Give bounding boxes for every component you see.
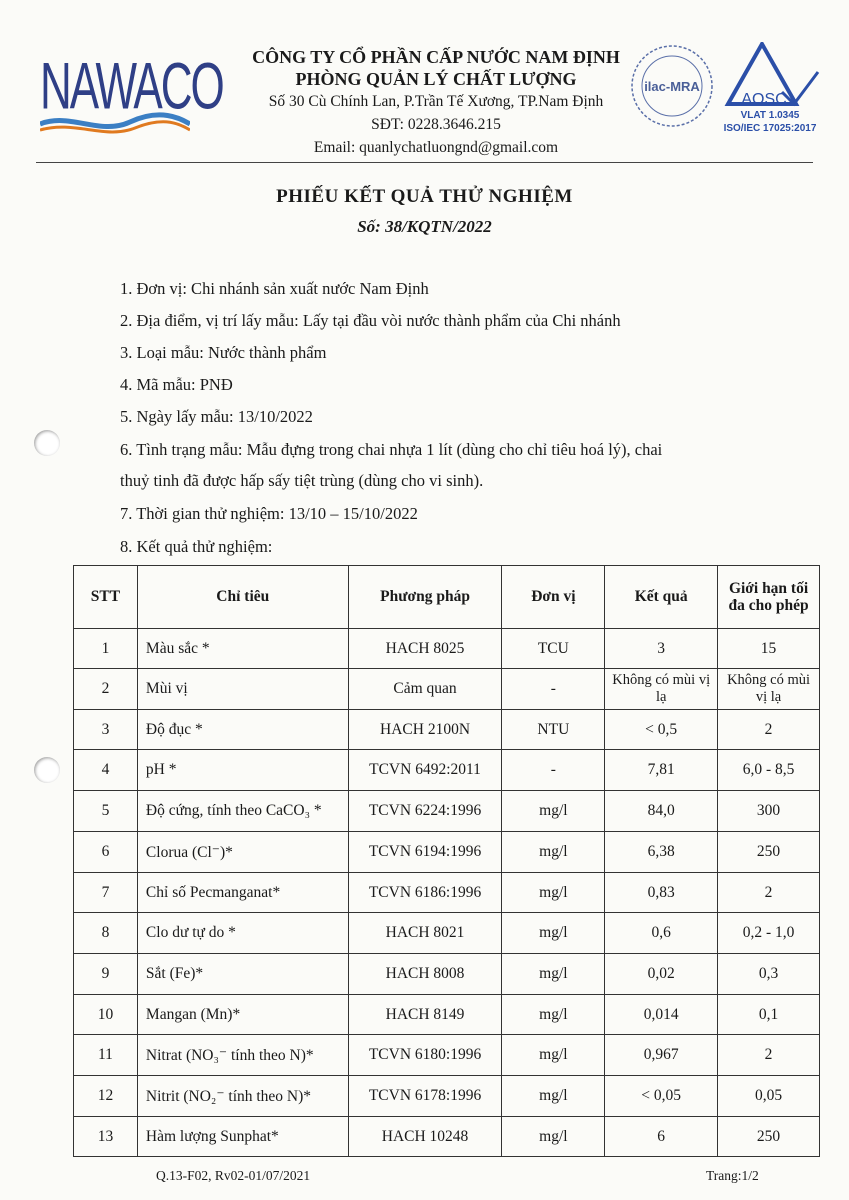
company-header [226, 46, 646, 159]
table-row [74, 1117, 820, 1157]
results-table [73, 565, 820, 1157]
cell-method: Cảm quan [348, 669, 502, 710]
company-address: Số 30 Cù Chính Lan, P.Trần Tế Xương, TP.Nam Định [268, 93, 604, 110]
table-header-row [74, 566, 820, 629]
logo-text: NAWACO [40, 50, 223, 124]
cell-result: 0,02 [605, 954, 718, 995]
cell-result: 3 [605, 629, 718, 669]
cell-unit: mg/l [502, 791, 605, 832]
cell-stt: 4 [74, 750, 138, 791]
header-divider [36, 162, 813, 163]
ilac-mra-seal [628, 42, 716, 130]
punch-hole-top [34, 430, 60, 456]
cell-result: < 0,05 [605, 1076, 718, 1117]
info-unit: 1. Đơn vị: Chi nhánh sản xuất nước Nam Định [120, 279, 429, 298]
cell-indicator: Hàm lượng Sunphat* [137, 1117, 348, 1157]
cell-stt: 3 [74, 710, 138, 750]
cell-method: TCVN 6178:1996 [348, 1076, 502, 1117]
cell-method: TCVN 6186:1996 [348, 873, 502, 913]
info-sample-date: 5. Ngày lấy mẫu: 13/10/2022 [120, 407, 313, 426]
company-logo [40, 44, 223, 136]
cell-indicator: Nitrit (NO₂⁻ tính theo N)* [137, 1076, 348, 1117]
cell-stt: 6 [74, 832, 138, 873]
table-row [74, 791, 820, 832]
cell-method: HACH 2100N [348, 710, 502, 750]
cell-result: 6,38 [605, 832, 718, 873]
header-method: Phương pháp [348, 566, 502, 629]
cell-indicator: Chỉ số Pecmanganat* [137, 873, 348, 913]
cell-unit: mg/l [502, 913, 605, 954]
cell-limit: 2 [718, 873, 820, 913]
seal-ilac-text: ilac-MRA [644, 79, 700, 94]
cell-indicator: Clorua (Cl⁻)* [137, 832, 348, 873]
info-sample-code: 4. Mã mẫu: PNĐ [120, 375, 233, 394]
cell-stt: 10 [74, 995, 138, 1035]
cell-unit: mg/l [502, 832, 605, 873]
cell-result: 0,83 [605, 873, 718, 913]
cell-method: HACH 8008 [348, 954, 502, 995]
aosc-seal [722, 42, 822, 134]
cell-indicator: pH * [137, 750, 348, 791]
table-row [74, 913, 820, 954]
cell-indicator: Mangan (Mn)* [137, 995, 348, 1035]
cell-stt: 2 [74, 669, 138, 710]
cell-stt: 13 [74, 1117, 138, 1157]
cell-stt: 5 [74, 791, 138, 832]
cell-method: TCVN 6492:2011 [348, 750, 502, 791]
info-location: 2. Địa điểm, vị trí lấy mẫu: Lấy tại đầu vòi nước thành phẩm của Chi nhánh [120, 311, 621, 330]
cell-stt: 8 [74, 913, 138, 954]
info-sample-condition-cont: thuỷ tinh đã được hấp sấy tiệt trùng (dùng cho vi sinh). [120, 471, 484, 490]
cell-unit: NTU [502, 710, 605, 750]
company-name: CÔNG TY CỔ PHẦN CẤP NƯỚC NAM ĐỊNH [252, 47, 620, 67]
cell-indicator: Nitrat (NO₃⁻ tính theo N)* [137, 1035, 348, 1076]
cell-method: HACH 8021 [348, 913, 502, 954]
cell-result: Không có mùi vị lạ [605, 669, 718, 710]
cell-unit: mg/l [502, 995, 605, 1035]
cell-method: TCVN 6180:1996 [348, 1035, 502, 1076]
cell-indicator: Clo dư tự do * [137, 913, 348, 954]
header-result: Kết quả [605, 566, 718, 629]
table-row [74, 995, 820, 1035]
info-results-heading: 8. Kết quả thử nghiệm: [120, 537, 273, 556]
punch-hole-bottom [34, 757, 60, 783]
cell-limit: 0,3 [718, 954, 820, 995]
cell-stt: 12 [74, 1076, 138, 1117]
cell-indicator: Màu sắc * [137, 629, 348, 669]
cell-limit: 0,05 [718, 1076, 820, 1117]
document-title: PHIẾU KẾT QUẢ THỬ NGHIỆM [276, 186, 573, 207]
logo-wave-graphic [40, 110, 190, 136]
company-email: Email: quanlychatluongnd@gmail.com [313, 139, 559, 156]
cell-unit: mg/l [502, 1117, 605, 1157]
cell-result: 0,014 [605, 995, 718, 1035]
cell-unit: mg/l [502, 1076, 605, 1117]
cell-result: 0,6 [605, 913, 718, 954]
seal-iso-text: ISO/IEC 17025:2017 [723, 123, 817, 134]
cell-result: 6 [605, 1117, 718, 1157]
header-unit: Đơn vị [502, 566, 605, 629]
cell-indicator: Sắt (Fe)* [137, 954, 348, 995]
cell-stt: 11 [74, 1035, 138, 1076]
cell-method: TCVN 6194:1996 [348, 832, 502, 873]
cell-limit: 0,2 - 1,0 [718, 913, 820, 954]
cell-result: 7,81 [605, 750, 718, 791]
table-row [74, 832, 820, 873]
header-indicator: Chỉ tiêu [137, 566, 348, 629]
table-row [74, 1035, 820, 1076]
cell-indicator: Mùi vị [137, 669, 348, 710]
cell-result: 84,0 [605, 791, 718, 832]
cell-limit: 250 [718, 1117, 820, 1157]
table-row [74, 629, 820, 669]
cell-result: 0,967 [605, 1035, 718, 1076]
cell-method: HACH 8149 [348, 995, 502, 1035]
cell-unit: mg/l [502, 873, 605, 913]
info-sample-type: 3. Loại mẫu: Nước thành phẩm [120, 343, 327, 362]
cell-indicator: Độ đục * [137, 710, 348, 750]
document-number: Số: 38/KQTN/2022 [357, 217, 492, 236]
info-test-time: 7. Thời gian thử nghiệm: 13/10 – 15/10/2022 [120, 504, 418, 523]
cell-limit: 15 [718, 629, 820, 669]
cell-method: HACH 10248 [348, 1117, 502, 1157]
cell-unit: - [502, 750, 605, 791]
cell-method: HACH 8025 [348, 629, 502, 669]
cell-result: < 0,5 [605, 710, 718, 750]
cell-indicator: Độ cứng, tính theo CaCO₃ * [137, 791, 348, 832]
cell-limit: 250 [718, 832, 820, 873]
cell-unit: mg/l [502, 954, 605, 995]
cell-method: TCVN 6224:1996 [348, 791, 502, 832]
seal-vlat-text: VLAT 1.0345 [740, 110, 800, 121]
seal-aosc-text: AOSC [741, 91, 787, 108]
table-row [74, 873, 820, 913]
cell-stt: 1 [74, 629, 138, 669]
cell-unit: - [502, 669, 605, 710]
page-number: Trang:1/2 [706, 1168, 759, 1183]
cell-limit: 2 [718, 1035, 820, 1076]
cell-limit: Không có mùi vị lạ [718, 669, 820, 710]
cell-unit: TCU [502, 629, 605, 669]
header-stt: STT [74, 566, 138, 629]
cell-limit: 0,1 [718, 995, 820, 1035]
form-code: Q.13-F02, Rv02-01/07/2021 [156, 1168, 311, 1183]
company-phone: SĐT: 0228.3646.215 [371, 116, 501, 133]
table-row [74, 1076, 820, 1117]
cell-stt: 9 [74, 954, 138, 995]
cell-limit: 2 [718, 710, 820, 750]
table-row [74, 954, 820, 995]
cell-limit: 6,0 - 8,5 [718, 750, 820, 791]
info-sample-condition: 6. Tình trạng mẫu: Mẫu đựng trong chai nhựa 1 lít (dùng cho chỉ tiêu hoá lý), chai [120, 440, 663, 459]
cell-stt: 7 [74, 873, 138, 913]
table-row [74, 669, 820, 710]
header-limit: Giới hạn tối đa cho phép [718, 566, 820, 629]
cell-unit: mg/l [502, 1035, 605, 1076]
table-row [74, 750, 820, 791]
cell-limit: 300 [718, 791, 820, 832]
table-row [74, 710, 820, 750]
department-name: PHÒNG QUẢN LÝ CHẤT LƯỢNG [295, 69, 577, 89]
